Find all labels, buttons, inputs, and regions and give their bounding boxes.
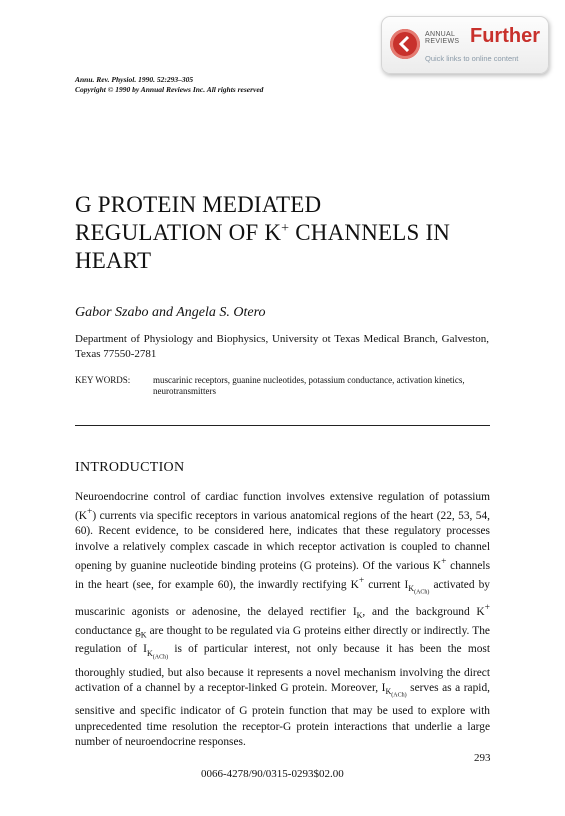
intro-paragraph: Neuroendocrine control of cardiac function involves extensive regulation of potassium (K+) currents via specific receptors in various anatomical regions of the heart (22, 53, 54, 60). Recent evidence, to be considered here, indicates that these regulatory processes involve a relatively complex cascade in which receptor activation is coupled to channel opening by guanine nucleotide binding proteins (G proteins). Of the various K+ channels in the heart (see, for example 60), the inwardly rectifying K+ current $I_{K_{(ACh)}}$ activated by muscarinic agonists or adenosine, the delayed rectifier $I_K$, and the background K+ conductance $g_K$ are thought to be regulated via G proteins either directly or indirectly. The regulation of $I_{K_{(ACh)}}$ is of particular interest, not only because it has been the most thoroughly studied, but also because it represents a novel mechanism involving the direct activation of a channel by a receptor-linked G protein. Moreover, $I_{K_{(ACh)}}$ serves as a rapid, sensitive and specific indicator of G protein function that may be used to explore with unprecedented time resolution the receptor-G protein interactions that underlie a large number of neuroendocrine responses. — [75, 491, 491, 748]
journal-copyright: Copyright © 1990 by Annual Reviews Inc. All rights reserved — [75, 85, 264, 94]
journal-citation: Annu. Rev. Physiol. 1990. 52:293–305 — [75, 75, 194, 84]
keywords-label: KEY WORDS: — [75, 375, 131, 385]
further-badge[interactable] — [381, 16, 549, 74]
divider — [75, 425, 490, 426]
arrow-left-icon — [390, 29, 420, 59]
title-line-1: G PROTEIN MEDIATED — [75, 192, 322, 217]
badge-further: Further — [470, 25, 540, 47]
title-line-3: HEART — [75, 248, 152, 273]
badge-annual-reviews: ANNUAL REVIEWS — [425, 31, 460, 45]
keywords: muscarinic receptors, guanine nucleotides, potassium conductance, activation kinetics, neurotransmitters — [153, 375, 465, 396]
authors: Gabor Szabo and Angela S. Otero — [75, 305, 266, 320]
section-heading: INTRODUCTION — [75, 460, 185, 475]
badge-subtitle: Quick links to online content — [425, 54, 519, 63]
journal-header — [75, 75, 263, 95]
article-title — [75, 191, 515, 275]
title-line-2: REGULATION OF K+ CHANNELS IN — [75, 220, 451, 245]
affiliation: Department of Physiology and Biophysics, University ot Texas Medical Branch, Galveston, Texas 77550-2781 — [75, 333, 489, 360]
page-number: 293 — [474, 752, 491, 764]
article-code: 0066-4278/90/0315-0293$02.00 — [201, 768, 344, 780]
